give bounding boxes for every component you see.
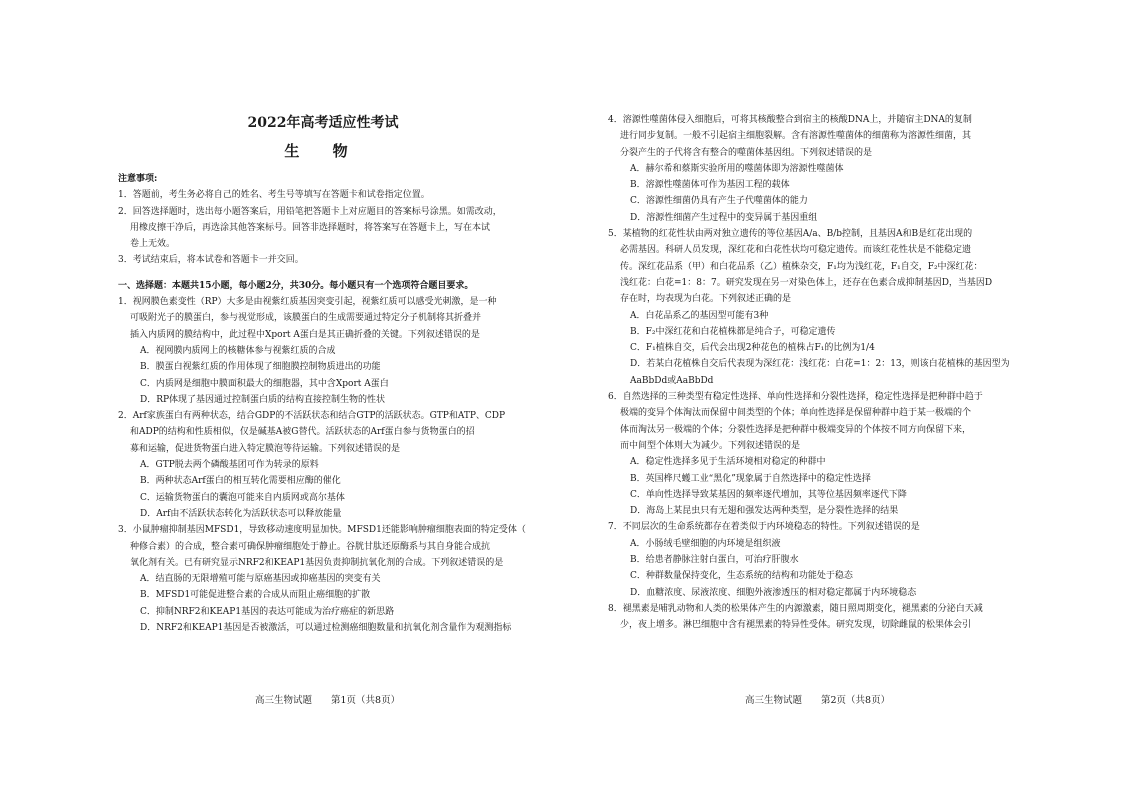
page-footer-right: 高三生物试题 第2页（共8页） <box>745 695 891 706</box>
question-line: 体而淘汰另一极端的个体；分裂性选择是把种群中极端变异的个体按不同方向保留下来， <box>620 424 972 435</box>
question-line: 可吸附光子的膜蛋白，参与视觉形成，该膜蛋白的生成需要通过特定分子机制将其折叠并 <box>130 313 482 324</box>
option-line: B．F₂中深红花和白花植株都是纯合子，可稳定遗传 <box>630 326 836 337</box>
question-line: 分裂产生的子代将含有整合的噬菌体基因组。下列叙述错误的是 <box>620 147 873 158</box>
option-line: A．白花品系乙的基因型可能有3种 <box>630 310 769 321</box>
question-line: 进行同步复制。一般不引起宿主细胞裂解。含有溶源性噬菌体的细菌称为溶源性细菌，其 <box>620 131 972 142</box>
question-line: 插入内质网的膜结构中，此过程中Xport A蛋白是其正确折叠的关键。下列叙述错误的是 <box>130 329 480 340</box>
option-line: A．赫尔希和蔡斯实验所用的噬菌体即为溶源性噬菌体 <box>630 163 844 174</box>
option-line: B．给患者静脉注射白蛋白，可治疗肝腹水 <box>630 555 799 566</box>
option-line: A．小肠绒毛壁细胞的内环境是组织液 <box>630 538 781 549</box>
question-line: 氧化剂有关。已有研究显示NRF2和KEAP1基因负责抑制抗氧化剂的合成。下列叙述错误的是 <box>130 557 504 568</box>
option-line: C．溶源性细菌仍具有产生子代噬菌体的能力 <box>630 196 808 207</box>
option-line: AaBbDd或AaBbDd <box>630 375 714 386</box>
question-line: 少，夜上增多。淋巴细胞中含有褪黑素的特异性受体。研究发现，切除雌鼠的松果体会引 <box>620 620 972 631</box>
section-heading: 一、选择题：本题共15小题，每小题2分，共30分。每小题只有一个选项符合题目要求。 <box>118 280 474 291</box>
option-line: B．MFSD1可能促进整合素的合成从而阻止癌细胞的扩散 <box>140 590 371 601</box>
question-line: 2．Arf家族蛋白有两种状态，结合GDP的不活跃状态和结合GTP的活跃状态。GTP和ATP、CDP <box>118 411 506 422</box>
exam-subject: 生 物 <box>284 142 362 160</box>
exam-title: 2022年高考适应性考试 <box>247 115 399 131</box>
option-line: B．两种状态Arf蛋白的相互转化需要相应酶的催化 <box>140 476 341 487</box>
question-line: 种修合素）的合成，整合素可确保肿瘤细胞处于静止。谷胱甘肽还原酶系与其自身能合成抗 <box>130 541 491 552</box>
question-line: 存在时，均表现为白花。下列叙述正确的是 <box>620 294 792 305</box>
question-line: 5．某植物的红花性状由两对独立遗传的等位基因A/a、B/b控制，且基因A和B是红花出现的 <box>608 229 973 240</box>
question-line: 8．褪黑素是哺乳动物和人类的松果体产生的内源激素，随日照周期变化，褪黑素的分泌白天减 <box>608 603 983 614</box>
notes-heading: 注意事项: <box>118 174 158 184</box>
note-line: 用橡皮擦干净后，再选涂其他答案标号。回答非选择题时，将答案写在答题卡上，写在本试 <box>130 222 491 233</box>
note-line: 1．答题前，考生务必将自己的姓名、考生号等填写在答题卡和试卷指定位置。 <box>118 190 430 201</box>
question-line: 必需基因。科研人员发现，深红花和白花性状均可稳定遗传。而该红花性状是不能稳定遗 <box>620 245 972 256</box>
question-line: 6．自然选择的三种类型有稳定性选择、单向性选择和分裂性选择，稳定性选择是把种群中趋于 <box>608 392 983 403</box>
question-line: 和ADP的结构和性质相似，仅是碱基A被G替代。活跃状态的Arf蛋白参与货物蛋白的招 <box>130 427 475 438</box>
question-line: 4．溶源性噬菌体侵入细胞后，可将其核酸整合到宿主的核酸DNA上，并随宿主DNA的复制 <box>608 115 972 125</box>
option-line: B．溶源性噬菌体可作为基因工程的载体 <box>630 180 790 191</box>
option-line: C．种群数量保持变化，生态系统的结构和功能处于稳态 <box>630 571 853 582</box>
option-line: C．单向性选择导致某基因的频率逐代增加，其等位基因频率逐代下降 <box>630 489 907 500</box>
option-line: D．血糖浓度、尿液浓度、细胞外液渗透压的相对稳定都属于内环境稳态 <box>630 587 917 598</box>
left-page <box>118 112 528 702</box>
right-page <box>608 112 1020 702</box>
note-line: 卷上无效。 <box>130 239 176 250</box>
option-line: D．若某白花植株自交后代表现为深红花：浅红花：白花=1：2：13，则该白花植株的基因型为 <box>630 359 1010 370</box>
option-line: D．Arf由不活跃状态转化为活跃状态可以释放能量 <box>140 508 342 519</box>
option-line: D．海岛上某昆虫只有无翅和强发达两种类型，是分裂性选择的结果 <box>630 506 899 517</box>
option-line: C．F₁植株自交，后代会出现2种花色的植株占F₁的比例为1/4 <box>630 343 875 354</box>
option-line: A．视网膜内质网上的核糖体参与视紫红质的合成 <box>140 345 336 356</box>
note-line: 3．考试结束后，将本试卷和答题卡一并交回。 <box>118 255 304 266</box>
question-line: 1．视网膜色素变性（RP）大多是由视紫红质基因突变引起，视紫红质可以感受光刺激，是一种 <box>118 297 497 308</box>
option-line: D．NRF2和KEAP1基因是否被激活，可以通过检测癌细胞数量和抗氧化剂含量作为观测指标 <box>140 623 512 634</box>
question-line: 而中间型个体则大为减少。下列叙述错误的是 <box>620 440 801 451</box>
note-line: 2．回答选择题时，选出每小题答案后，用铅笔把答题卡上对应题目的答案标号涂黑。如需改动， <box>118 206 502 217</box>
question-line: 3．小鼠肿瘤抑制基因MFSD1，导致移动速度明显加快。MFSD1还能影响肿瘤细胞表面的特定受体（ <box>118 525 526 536</box>
option-line: B．膜蛋白视紫红质的作用体现了细胞膜控制物质进出的功能 <box>140 362 381 373</box>
option-line: B．英国桦尺蠖工业“黑化”现象属于自然选择中的稳定性选择 <box>630 473 871 484</box>
question-line: 极端的变异个体淘汰而保留中间类型的个体；单向性选择是保留种群中趋于某一极端的个 <box>620 408 972 419</box>
option-line: A．GTP脱去两个磷酸基团可作为转录的原料 <box>140 460 319 471</box>
question-line: 7．不同层次的生命系统都存在着类似于内环境稳态的特性。下列叙述错误的是 <box>608 522 920 533</box>
option-line: D．溶源性细菌产生过程中的变异属于基因重组 <box>630 212 818 223</box>
question-line: 浅红花：白花=1：8：7。研究发现在另一对染色体上，还存在色素合成抑制基因D，当基因D <box>620 277 993 288</box>
option-line: D．RP体现了基因通过控制蛋白质的结构直接控制生物的性状 <box>140 394 386 405</box>
question-line: 募和运输，促进货物蛋白进入特定膜泡等待运输。下列叙述错误的是 <box>130 443 401 454</box>
page-footer-left: 高三生物试题 第1页（共8页） <box>255 695 401 706</box>
option-line: A．稳定性选择多见于生活环境相对稳定的种群中 <box>630 457 826 468</box>
question-line: 传。深红花品系（甲）和白花品系（乙）植株杂交，F₁均为浅红花，F₁自交，F₂中深红花： <box>620 261 983 272</box>
option-line: C．抑制NRF2和KEAP1基因的表达可能成为治疗癌症的新思路 <box>140 606 395 617</box>
option-line: C．运输货物蛋白的囊泡可能来自内质网或高尔基体 <box>140 492 345 503</box>
option-line: C．内质网是细胞中膜面积最大的细胞器，其中含Xport A蛋白 <box>140 378 389 389</box>
option-line: A．结直肠的无限增殖可能与原癌基因或抑癌基因的突变有关 <box>140 574 381 585</box>
